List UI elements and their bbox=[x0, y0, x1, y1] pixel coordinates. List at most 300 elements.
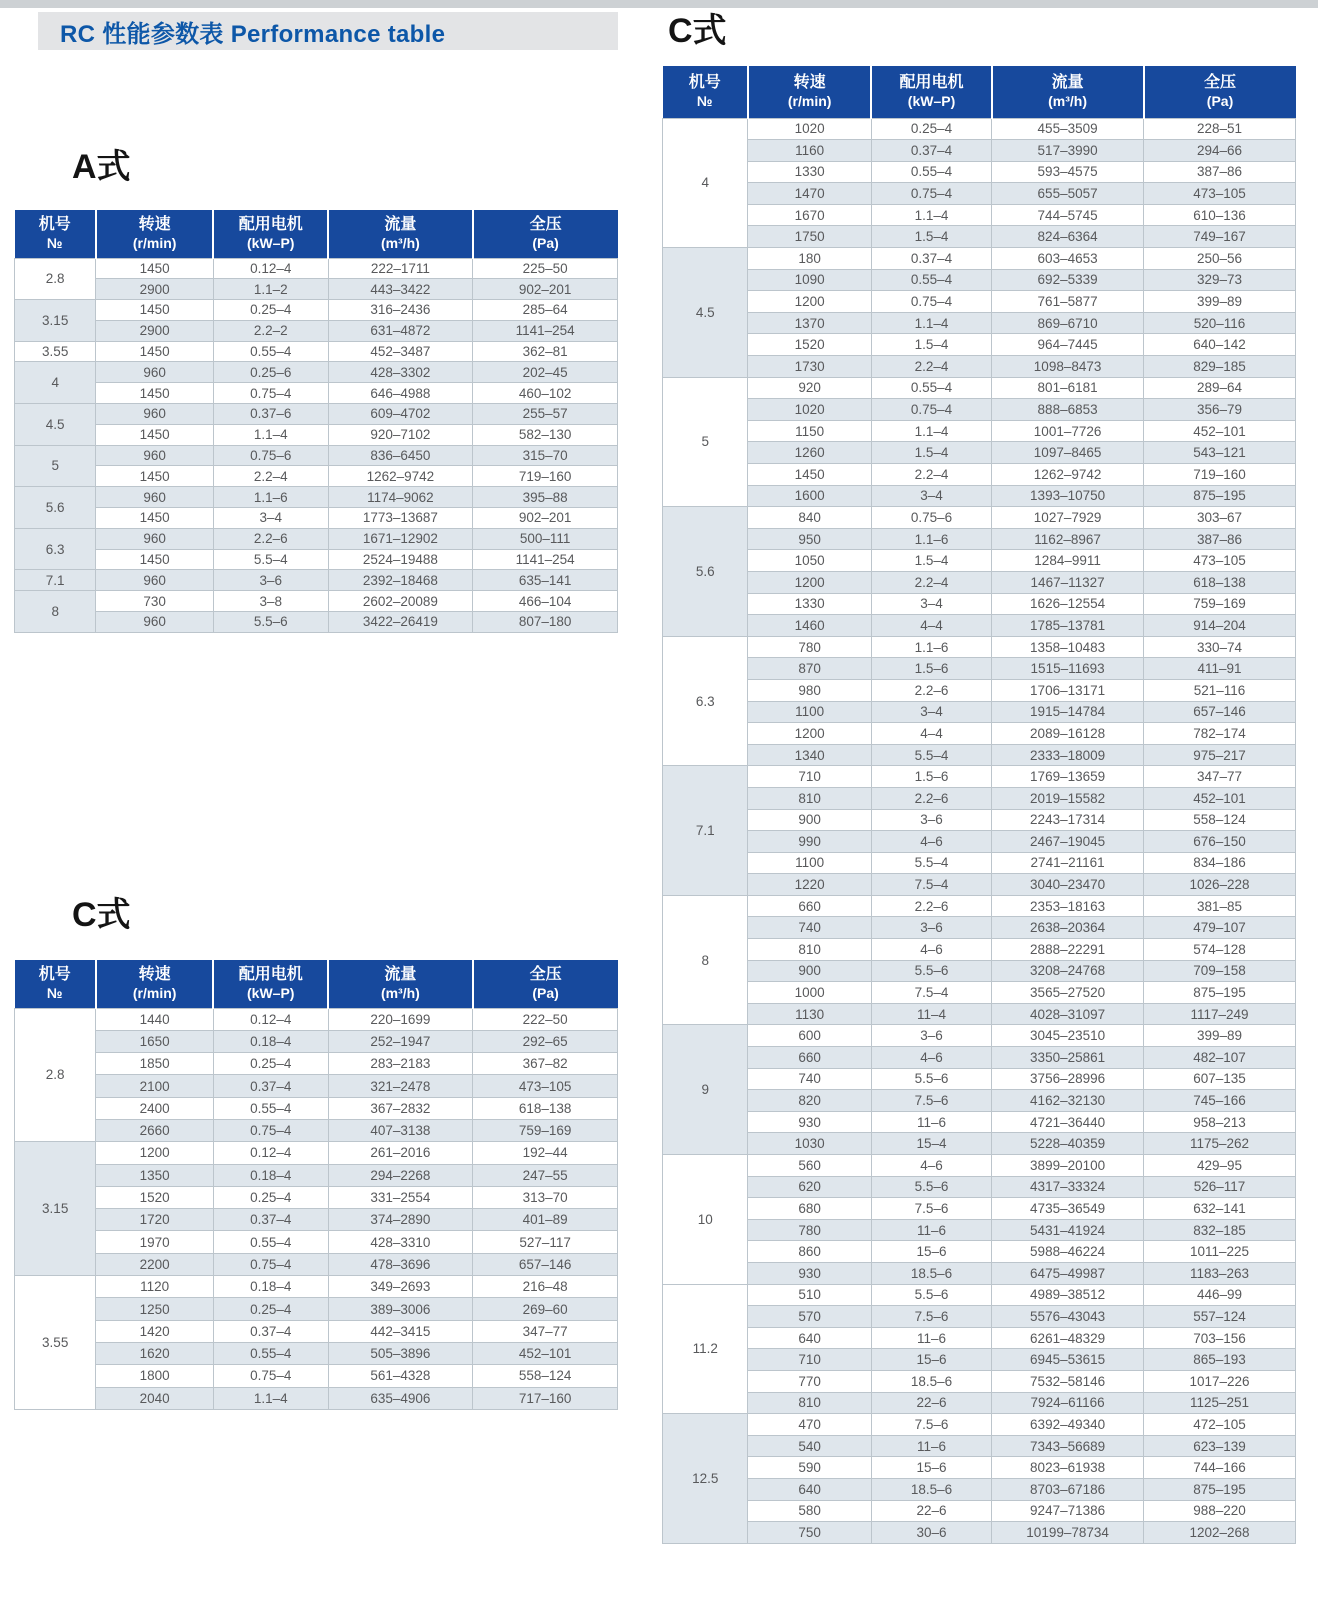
flow-cell: 283–2183 bbox=[328, 1053, 473, 1075]
pressure-cell: 1183–263 bbox=[1144, 1262, 1296, 1284]
flow-cell: 1393–10750 bbox=[992, 485, 1144, 507]
pressure-cell: 875–195 bbox=[1144, 485, 1296, 507]
motor-cell: 0.12–4 bbox=[213, 1142, 328, 1164]
motor-cell: 0.18–4 bbox=[213, 1164, 328, 1186]
column-header-speed: 转速 (r/min) bbox=[748, 66, 871, 118]
speed-cell: 1200 bbox=[748, 723, 871, 745]
motor-cell: 15–4 bbox=[871, 1133, 991, 1155]
motor-cell: 0.55–4 bbox=[213, 1097, 328, 1119]
table-row bbox=[15, 1142, 618, 1164]
motor-cell: 0.37–4 bbox=[213, 1209, 328, 1231]
flow-cell: 2019–15582 bbox=[992, 787, 1144, 809]
pressure-cell: 719–160 bbox=[473, 466, 618, 487]
motor-cell: 5.5–6 bbox=[213, 612, 328, 633]
pressure-cell: 745–166 bbox=[1144, 1090, 1296, 1112]
flow-cell: 316–2436 bbox=[328, 300, 473, 321]
table-row bbox=[663, 1284, 1296, 1306]
motor-cell: 4–4 bbox=[871, 615, 991, 637]
speed-cell: 740 bbox=[748, 917, 871, 939]
pressure-cell: 632–141 bbox=[1144, 1198, 1296, 1220]
flow-cell: 4989–38512 bbox=[992, 1284, 1144, 1306]
pressure-cell: 618–138 bbox=[473, 1097, 618, 1119]
motor-cell: 0.75–6 bbox=[871, 507, 991, 529]
speed-cell: 1030 bbox=[748, 1133, 871, 1155]
column-header-pressure: 全压 (Pa) bbox=[473, 210, 618, 258]
speed-cell: 1450 bbox=[96, 508, 214, 529]
speed-cell: 780 bbox=[748, 1219, 871, 1241]
speed-cell: 1730 bbox=[748, 356, 871, 378]
machine-no-cell: 3.55 bbox=[15, 1276, 96, 1410]
pressure-cell: 607–135 bbox=[1144, 1068, 1296, 1090]
table-row bbox=[15, 279, 618, 300]
pressure-cell: 520–116 bbox=[1144, 312, 1296, 334]
table-row bbox=[663, 1025, 1296, 1047]
motor-cell: 0.18–4 bbox=[213, 1276, 328, 1298]
pressure-cell: 482–107 bbox=[1144, 1047, 1296, 1069]
motor-cell: 0.55–4 bbox=[213, 1231, 328, 1253]
table-row bbox=[15, 1119, 618, 1141]
motor-cell: 0.75–4 bbox=[213, 383, 328, 404]
table-row bbox=[15, 570, 618, 591]
motor-cell: 11–6 bbox=[871, 1111, 991, 1133]
table-row bbox=[663, 1241, 1296, 1263]
machine-no-cell: 8 bbox=[663, 895, 748, 1025]
motor-cell: 1.5–6 bbox=[871, 766, 991, 788]
motor-cell: 0.25–6 bbox=[213, 362, 328, 383]
table-row bbox=[663, 161, 1296, 183]
table-row bbox=[663, 312, 1296, 334]
table-row bbox=[663, 1370, 1296, 1392]
pressure-cell: 574–128 bbox=[1144, 939, 1296, 961]
table-row bbox=[663, 615, 1296, 637]
section-heading-type-a: A式 bbox=[72, 148, 131, 186]
speed-cell: 1670 bbox=[748, 204, 871, 226]
speed-cell: 930 bbox=[748, 1262, 871, 1284]
column-header-pressure: 全压 (Pa) bbox=[473, 960, 618, 1008]
table-row bbox=[15, 612, 618, 633]
pressure-cell: 1026–228 bbox=[1144, 874, 1296, 896]
flow-cell: 5228–40359 bbox=[992, 1133, 1144, 1155]
motor-cell: 5.5–6 bbox=[871, 1068, 991, 1090]
flow-cell: 261–2016 bbox=[328, 1142, 473, 1164]
flow-cell: 428–3302 bbox=[328, 362, 473, 383]
motor-cell: 11–6 bbox=[871, 1327, 991, 1349]
motor-cell: 5.5–6 bbox=[871, 1176, 991, 1198]
pressure-cell: 623–139 bbox=[1144, 1435, 1296, 1457]
flow-cell: 1626–12554 bbox=[992, 593, 1144, 615]
motor-cell: 22–6 bbox=[871, 1500, 991, 1522]
motor-cell: 0.75–4 bbox=[213, 1365, 328, 1387]
motor-cell: 2.2–6 bbox=[213, 528, 328, 549]
flow-cell: 8023–61938 bbox=[992, 1457, 1144, 1479]
table-row bbox=[663, 1003, 1296, 1025]
table-row bbox=[15, 1342, 618, 1364]
flow-cell: 478–3696 bbox=[328, 1253, 473, 1275]
speed-cell: 1420 bbox=[96, 1320, 214, 1342]
motor-cell: 3–8 bbox=[213, 591, 328, 612]
speed-cell: 1200 bbox=[748, 291, 871, 313]
speed-cell: 1650 bbox=[96, 1030, 214, 1052]
pressure-cell: 829–185 bbox=[1144, 356, 1296, 378]
table-row bbox=[663, 420, 1296, 442]
speed-cell: 1370 bbox=[748, 312, 871, 334]
speed-cell: 660 bbox=[748, 895, 871, 917]
motor-cell: 0.55–4 bbox=[213, 1342, 328, 1364]
table-row bbox=[663, 852, 1296, 874]
speed-cell: 810 bbox=[748, 939, 871, 961]
speed-cell: 2200 bbox=[96, 1253, 214, 1275]
speed-cell: 1450 bbox=[96, 300, 214, 321]
table-row bbox=[663, 442, 1296, 464]
speed-cell: 820 bbox=[748, 1090, 871, 1112]
speed-cell: 2400 bbox=[96, 1097, 214, 1119]
table-row bbox=[663, 1155, 1296, 1177]
table-row bbox=[663, 679, 1296, 701]
pressure-cell: 401–89 bbox=[473, 1209, 618, 1231]
machine-no-cell: 5 bbox=[15, 445, 96, 487]
motor-cell: 4–6 bbox=[871, 1047, 991, 1069]
motor-cell: 5.5–4 bbox=[871, 852, 991, 874]
pressure-cell: 356–79 bbox=[1144, 399, 1296, 421]
pressure-cell: 330–74 bbox=[1144, 636, 1296, 658]
flow-cell: 692–5339 bbox=[992, 269, 1144, 291]
flow-cell: 5576–43043 bbox=[992, 1306, 1144, 1328]
speed-cell: 470 bbox=[748, 1414, 871, 1436]
flow-cell: 2333–18009 bbox=[992, 744, 1144, 766]
speed-cell: 1450 bbox=[96, 341, 214, 362]
speed-cell: 1150 bbox=[748, 420, 871, 442]
pressure-cell: 222–50 bbox=[473, 1008, 618, 1030]
table-row bbox=[15, 1298, 618, 1320]
machine-no-cell: 5 bbox=[663, 377, 748, 507]
speed-cell: 960 bbox=[96, 445, 214, 466]
pressure-cell: 865–193 bbox=[1144, 1349, 1296, 1371]
table-row bbox=[663, 485, 1296, 507]
pressure-cell: 381–85 bbox=[1144, 895, 1296, 917]
motor-cell: 7.5–6 bbox=[871, 1090, 991, 1112]
speed-cell: 680 bbox=[748, 1198, 871, 1220]
pressure-cell: 411–91 bbox=[1144, 658, 1296, 680]
pressure-cell: 473–105 bbox=[1144, 183, 1296, 205]
speed-cell: 770 bbox=[748, 1370, 871, 1392]
pressure-cell: 717–160 bbox=[473, 1387, 618, 1409]
pressure-cell: 289–64 bbox=[1144, 377, 1296, 399]
flow-cell: 1671–12902 bbox=[328, 528, 473, 549]
speed-cell: 1750 bbox=[748, 226, 871, 248]
pressure-cell: 914–204 bbox=[1144, 615, 1296, 637]
flow-cell: 9247–71386 bbox=[992, 1500, 1144, 1522]
machine-no-cell: 11.2 bbox=[663, 1284, 748, 1414]
pressure-cell: 329–73 bbox=[1144, 269, 1296, 291]
pressure-cell: 676–150 bbox=[1144, 831, 1296, 853]
pressure-cell: 367–82 bbox=[473, 1053, 618, 1075]
machine-no-cell: 4.5 bbox=[663, 248, 748, 378]
speed-cell: 1200 bbox=[96, 1142, 214, 1164]
speed-cell: 2900 bbox=[96, 279, 214, 300]
flow-cell: 1162–8967 bbox=[992, 528, 1144, 550]
flow-cell: 367–2832 bbox=[328, 1097, 473, 1119]
motor-cell: 0.75–4 bbox=[213, 1253, 328, 1275]
table-row bbox=[15, 487, 618, 508]
pressure-cell: 902–201 bbox=[473, 508, 618, 529]
table-row bbox=[663, 723, 1296, 745]
machine-no-cell: 5.6 bbox=[15, 487, 96, 529]
flow-cell: 331–2554 bbox=[328, 1186, 473, 1208]
table-header-row bbox=[15, 960, 618, 1008]
flow-cell: 3422–26419 bbox=[328, 612, 473, 633]
flow-cell: 603–4653 bbox=[992, 248, 1144, 270]
table-row bbox=[663, 377, 1296, 399]
flow-cell: 443–3422 bbox=[328, 279, 473, 300]
motor-cell: 1.1–4 bbox=[213, 424, 328, 445]
table-row bbox=[663, 939, 1296, 961]
speed-cell: 1970 bbox=[96, 1231, 214, 1253]
flow-cell: 2467–19045 bbox=[992, 831, 1144, 853]
column-header-pressure: 全压 (Pa) bbox=[1144, 66, 1296, 118]
flow-cell: 801–6181 bbox=[992, 377, 1144, 399]
pressure-cell: 749–167 bbox=[1144, 226, 1296, 248]
table-row bbox=[663, 1500, 1296, 1522]
pressure-cell: 975–217 bbox=[1144, 744, 1296, 766]
motor-cell: 2.2–6 bbox=[871, 895, 991, 917]
motor-cell: 4–6 bbox=[871, 1155, 991, 1177]
pressure-cell: 395–88 bbox=[473, 487, 618, 508]
performance-table-c-left bbox=[14, 960, 618, 1410]
speed-cell: 930 bbox=[748, 1111, 871, 1133]
flow-cell: 7532–58146 bbox=[992, 1370, 1144, 1392]
table-row bbox=[663, 701, 1296, 723]
speed-cell: 1160 bbox=[748, 140, 871, 162]
motor-cell: 0.55–4 bbox=[871, 269, 991, 291]
table-row bbox=[663, 744, 1296, 766]
motor-cell: 15–6 bbox=[871, 1457, 991, 1479]
flow-cell: 1097–8465 bbox=[992, 442, 1144, 464]
flow-cell: 655–5057 bbox=[992, 183, 1144, 205]
flow-cell: 761–5877 bbox=[992, 291, 1144, 313]
motor-cell: 0.25–4 bbox=[213, 1053, 328, 1075]
motor-cell: 0.25–4 bbox=[213, 300, 328, 321]
speed-cell: 1620 bbox=[96, 1342, 214, 1364]
pressure-cell: 526–117 bbox=[1144, 1176, 1296, 1198]
motor-cell: 0.55–4 bbox=[213, 341, 328, 362]
column-header-motor: 配用电机 (kW–P) bbox=[871, 66, 991, 118]
pressure-cell: 1011–225 bbox=[1144, 1241, 1296, 1263]
pressure-cell: 875–195 bbox=[1144, 1478, 1296, 1500]
column-header-flow: 流量 (m³/h) bbox=[328, 960, 473, 1008]
table-row bbox=[663, 183, 1296, 205]
speed-cell: 980 bbox=[748, 679, 871, 701]
motor-cell: 7.5–6 bbox=[871, 1414, 991, 1436]
table-row bbox=[663, 1111, 1296, 1133]
speed-cell: 640 bbox=[748, 1478, 871, 1500]
motor-cell: 7.5–6 bbox=[871, 1306, 991, 1328]
speed-cell: 780 bbox=[748, 636, 871, 658]
motor-cell: 2.2–4 bbox=[871, 464, 991, 486]
flow-cell: 824–6364 bbox=[992, 226, 1144, 248]
table-row bbox=[15, 1209, 618, 1231]
motor-cell: 0.75–4 bbox=[871, 183, 991, 205]
flow-cell: 428–3310 bbox=[328, 1231, 473, 1253]
table-row bbox=[663, 1176, 1296, 1198]
table-row bbox=[663, 1068, 1296, 1090]
table-row bbox=[663, 571, 1296, 593]
speed-cell: 1450 bbox=[96, 549, 214, 570]
table-row bbox=[663, 917, 1296, 939]
speed-cell: 1720 bbox=[96, 1209, 214, 1231]
table-row bbox=[15, 466, 618, 487]
speed-cell: 750 bbox=[748, 1522, 871, 1544]
speed-cell: 620 bbox=[748, 1176, 871, 1198]
pressure-cell: 657–146 bbox=[473, 1253, 618, 1275]
pressure-cell: 228–51 bbox=[1144, 118, 1296, 140]
motor-cell: 2.2–6 bbox=[871, 787, 991, 809]
flow-cell: 10199–78734 bbox=[992, 1522, 1144, 1544]
flow-cell: 4162–32130 bbox=[992, 1090, 1144, 1112]
pressure-cell: 473–105 bbox=[1144, 550, 1296, 572]
table-row bbox=[663, 766, 1296, 788]
speed-cell: 1440 bbox=[96, 1008, 214, 1030]
machine-no-cell: 4 bbox=[663, 118, 748, 248]
flow-cell: 1262–9742 bbox=[328, 466, 473, 487]
table-row bbox=[663, 787, 1296, 809]
motor-cell: 4–4 bbox=[871, 723, 991, 745]
flow-cell: 5431–41924 bbox=[992, 1219, 1144, 1241]
speed-cell: 660 bbox=[748, 1047, 871, 1069]
table-row bbox=[663, 1522, 1296, 1544]
flow-cell: 3899–20100 bbox=[992, 1155, 1144, 1177]
table-row bbox=[663, 226, 1296, 248]
motor-cell: 0.12–4 bbox=[213, 1008, 328, 1030]
table-row bbox=[663, 1478, 1296, 1500]
speed-cell: 730 bbox=[96, 591, 214, 612]
flow-cell: 561–4328 bbox=[328, 1365, 473, 1387]
speed-cell: 1130 bbox=[748, 1003, 871, 1025]
speed-cell: 860 bbox=[748, 1241, 871, 1263]
speed-cell: 2660 bbox=[96, 1119, 214, 1141]
table-row bbox=[15, 1097, 618, 1119]
pressure-cell: 558–124 bbox=[1144, 809, 1296, 831]
motor-cell: 3–6 bbox=[871, 1025, 991, 1047]
speed-cell: 570 bbox=[748, 1306, 871, 1328]
machine-no-cell: 4.5 bbox=[15, 404, 96, 446]
section-heading-type-c-right: C式 bbox=[668, 12, 727, 50]
column-header-machine-no: 机号 № bbox=[663, 66, 748, 118]
speed-cell: 1600 bbox=[748, 485, 871, 507]
speed-cell: 1090 bbox=[748, 269, 871, 291]
flow-cell: 2602–20089 bbox=[328, 591, 473, 612]
motor-cell: 0.37–6 bbox=[213, 404, 328, 425]
pressure-cell: 202–45 bbox=[473, 362, 618, 383]
flow-cell: 1174–9062 bbox=[328, 487, 473, 508]
page-title: RC 性能参数表 Performance table bbox=[60, 20, 446, 48]
motor-cell: 11–4 bbox=[871, 1003, 991, 1025]
flow-cell: 6475–49987 bbox=[992, 1262, 1144, 1284]
flow-cell: 646–4988 bbox=[328, 383, 473, 404]
pressure-cell: 460–102 bbox=[473, 383, 618, 404]
speed-cell: 590 bbox=[748, 1457, 871, 1479]
motor-cell: 22–6 bbox=[871, 1392, 991, 1414]
speed-cell: 1330 bbox=[748, 161, 871, 183]
pressure-cell: 446–99 bbox=[1144, 1284, 1296, 1306]
table-row bbox=[663, 1090, 1296, 1112]
pressure-cell: 521–116 bbox=[1144, 679, 1296, 701]
table-row bbox=[15, 1164, 618, 1186]
pressure-cell: 250–56 bbox=[1144, 248, 1296, 270]
pressure-cell: 255–57 bbox=[473, 404, 618, 425]
motor-cell: 0.75–4 bbox=[871, 399, 991, 421]
motor-cell: 0.25–4 bbox=[213, 1186, 328, 1208]
machine-no-cell: 7.1 bbox=[15, 570, 96, 591]
pressure-cell: 635–141 bbox=[473, 570, 618, 591]
speed-cell: 1100 bbox=[748, 701, 871, 723]
speed-cell: 2040 bbox=[96, 1387, 214, 1409]
performance-table-c-left-container bbox=[14, 960, 618, 1410]
speed-cell: 900 bbox=[748, 960, 871, 982]
table-row bbox=[15, 362, 618, 383]
table-row bbox=[15, 1387, 618, 1409]
speed-cell: 840 bbox=[748, 507, 871, 529]
speed-cell: 710 bbox=[748, 766, 871, 788]
flow-cell: 2353–18163 bbox=[992, 895, 1144, 917]
speed-cell: 580 bbox=[748, 1500, 871, 1522]
table-row bbox=[15, 1253, 618, 1275]
table-row bbox=[15, 1365, 618, 1387]
table-header-row bbox=[663, 66, 1296, 118]
flow-cell: 1769–13659 bbox=[992, 766, 1144, 788]
flow-cell: 220–1699 bbox=[328, 1008, 473, 1030]
motor-cell: 18.5–6 bbox=[871, 1262, 991, 1284]
machine-no-cell: 2.8 bbox=[15, 258, 96, 300]
speed-cell: 1020 bbox=[748, 118, 871, 140]
flow-cell: 517–3990 bbox=[992, 140, 1144, 162]
pressure-cell: 315–70 bbox=[473, 445, 618, 466]
column-header-flow: 流量 (m³/h) bbox=[992, 66, 1144, 118]
speed-cell: 1330 bbox=[748, 593, 871, 615]
pressure-cell: 1117–249 bbox=[1144, 1003, 1296, 1025]
speed-cell: 1470 bbox=[748, 183, 871, 205]
flow-cell: 6261–48329 bbox=[992, 1327, 1144, 1349]
motor-cell: 7.5–6 bbox=[871, 1198, 991, 1220]
flow-cell: 1515–11693 bbox=[992, 658, 1144, 680]
speed-cell: 1340 bbox=[748, 744, 871, 766]
table-row bbox=[15, 320, 618, 341]
table-row bbox=[663, 1349, 1296, 1371]
machine-no-cell: 3.15 bbox=[15, 300, 96, 342]
flow-cell: 1284–9911 bbox=[992, 550, 1144, 572]
speed-cell: 1050 bbox=[748, 550, 871, 572]
table-row bbox=[663, 1414, 1296, 1436]
speed-cell: 1460 bbox=[748, 615, 871, 637]
flow-cell: 1358–10483 bbox=[992, 636, 1144, 658]
speed-cell: 1200 bbox=[748, 571, 871, 593]
pressure-cell: 558–124 bbox=[473, 1365, 618, 1387]
speed-cell: 1450 bbox=[96, 466, 214, 487]
table-row bbox=[663, 1262, 1296, 1284]
table-row bbox=[15, 1231, 618, 1253]
motor-cell: 7.5–4 bbox=[871, 982, 991, 1004]
flow-cell: 5988–46224 bbox=[992, 1241, 1144, 1263]
machine-no-cell: 3.15 bbox=[15, 1142, 96, 1276]
flow-cell: 6392–49340 bbox=[992, 1414, 1144, 1436]
table-row bbox=[663, 118, 1296, 140]
flow-cell: 1706–13171 bbox=[992, 679, 1144, 701]
flow-cell: 374–2890 bbox=[328, 1209, 473, 1231]
speed-cell: 1450 bbox=[748, 464, 871, 486]
pressure-cell: 782–174 bbox=[1144, 723, 1296, 745]
pressure-cell: 347–77 bbox=[1144, 766, 1296, 788]
motor-cell: 3–4 bbox=[213, 508, 328, 529]
motor-cell: 2.2–4 bbox=[871, 571, 991, 593]
